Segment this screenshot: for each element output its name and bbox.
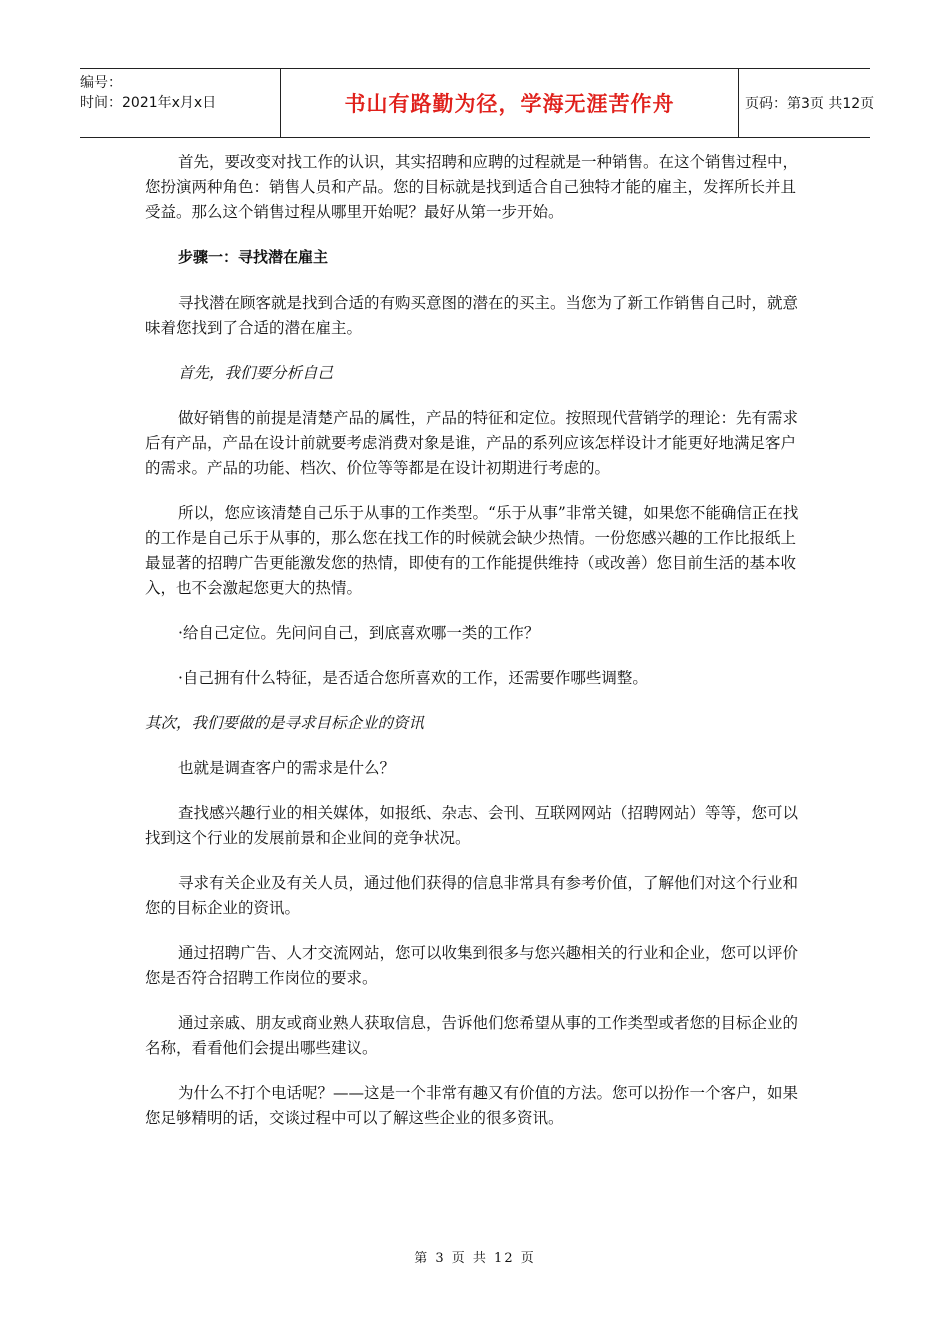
bullet-item: ·自己拥有什么特征，是否适合您所喜欢的工作，还需要作哪些调整。 (178, 669, 648, 687)
paragraph: 通过招聘广告、人才交流网站，您可以收集到很多与您兴趣相关的行业和企业，您可以评价您是否符合招聘工作岗位的要求。 (145, 944, 799, 987)
paragraph: 查找感兴趣行业的相关媒体，如报纸、杂志、会刊、互联网网站（招聘网站）等等，您可以找到这个行业的发展前景和企业间的竞争状况。 (145, 804, 799, 847)
date-label: 时间：2021年x月x日 (80, 95, 217, 111)
serial-label: 编号： (80, 75, 122, 91)
section-heading-step-one: 步骤一：寻找潜在雇主 (178, 248, 329, 266)
paragraph: 通过亲戚、朋友或商业熟人获取信息，告诉他们您希望从事的工作类型或者您的目标企业的名称，看看他们会提出哪些建议。 (145, 1014, 799, 1057)
page-info: 页码：第3页 共12页 (745, 96, 875, 112)
paragraph: 为什么不打个电话呢？——这是一个非常有趣又有价值的方法。您可以扮作一个客户，如果您足够精明的话，交谈过程中可以了解这些企业的很多资讯。 (145, 1084, 799, 1127)
header-meta (80, 69, 280, 137)
paragraph: 寻求有关企业及有关人员，通过他们获得的信息非常具有参考价值，了解他们对这个行业和您的目标企业的资讯。 (145, 874, 799, 917)
paragraph: 所以，您应该清楚自己乐于从事的工作类型。“乐于从事”非常关键，如果您不能确信正在找的工作是自己乐于从事的，那么您在找工作的时候就会缺少热情。一份您感兴趣的工作比报纸上最显著的招聘广告更能激发您的热情，即使有的工作能提供维持（或改善）您目前生活的基本收入，也不会激起您更大的热情。 (145, 504, 799, 597)
paragraph-intro: 首先，要改变对找工作的认识，其实招聘和应聘的过程就是一种销售。在这个销售过程中，您扮演两种角色：销售人员和产品。您的目标就是找到适合自己独特才能的雇主，发挥所长并且受益。那么这个销售过程从哪里开始呢？最好从第一步开始。 (145, 153, 799, 221)
page-footer: 第 3 页 共 12 页 (414, 1251, 536, 1266)
document-body (145, 150, 810, 1151)
paragraph: 也就是调查客户的需求是什么？ (178, 759, 396, 777)
page-header (80, 68, 875, 138)
subheading-target-company-info: 其次，我们要做的是寻求目标企业的资讯 (145, 714, 425, 732)
header-page-info (737, 69, 875, 137)
paragraph: 做好销售的前提是清楚产品的属性，产品的特征和定位。按照现代营销学的理论：先有需求后有产品，产品在设计前就要考虑消费对象是谁，产品的系列应该怎样设计才能更好地满足客户的需求。产品的功能、档次、价位等等都是在设计初期进行考虑的。 (145, 409, 799, 477)
subheading-analyze-self: 首先，我们要分析自己 (178, 364, 334, 382)
bullet-item: ·给自己定位。先问问自己，到底喜欢哪一类的工作？ (178, 624, 540, 642)
paragraph: 寻找潜在顾客就是找到合适的有购买意图的潜在的买主。当您为了新工作销售自己时，就意味着您找到了合适的潜在雇主。 (145, 294, 799, 337)
motto: 书山有路勤为径，学海无涯苦作舟 (344, 92, 675, 116)
header-motto-cell (280, 69, 739, 137)
